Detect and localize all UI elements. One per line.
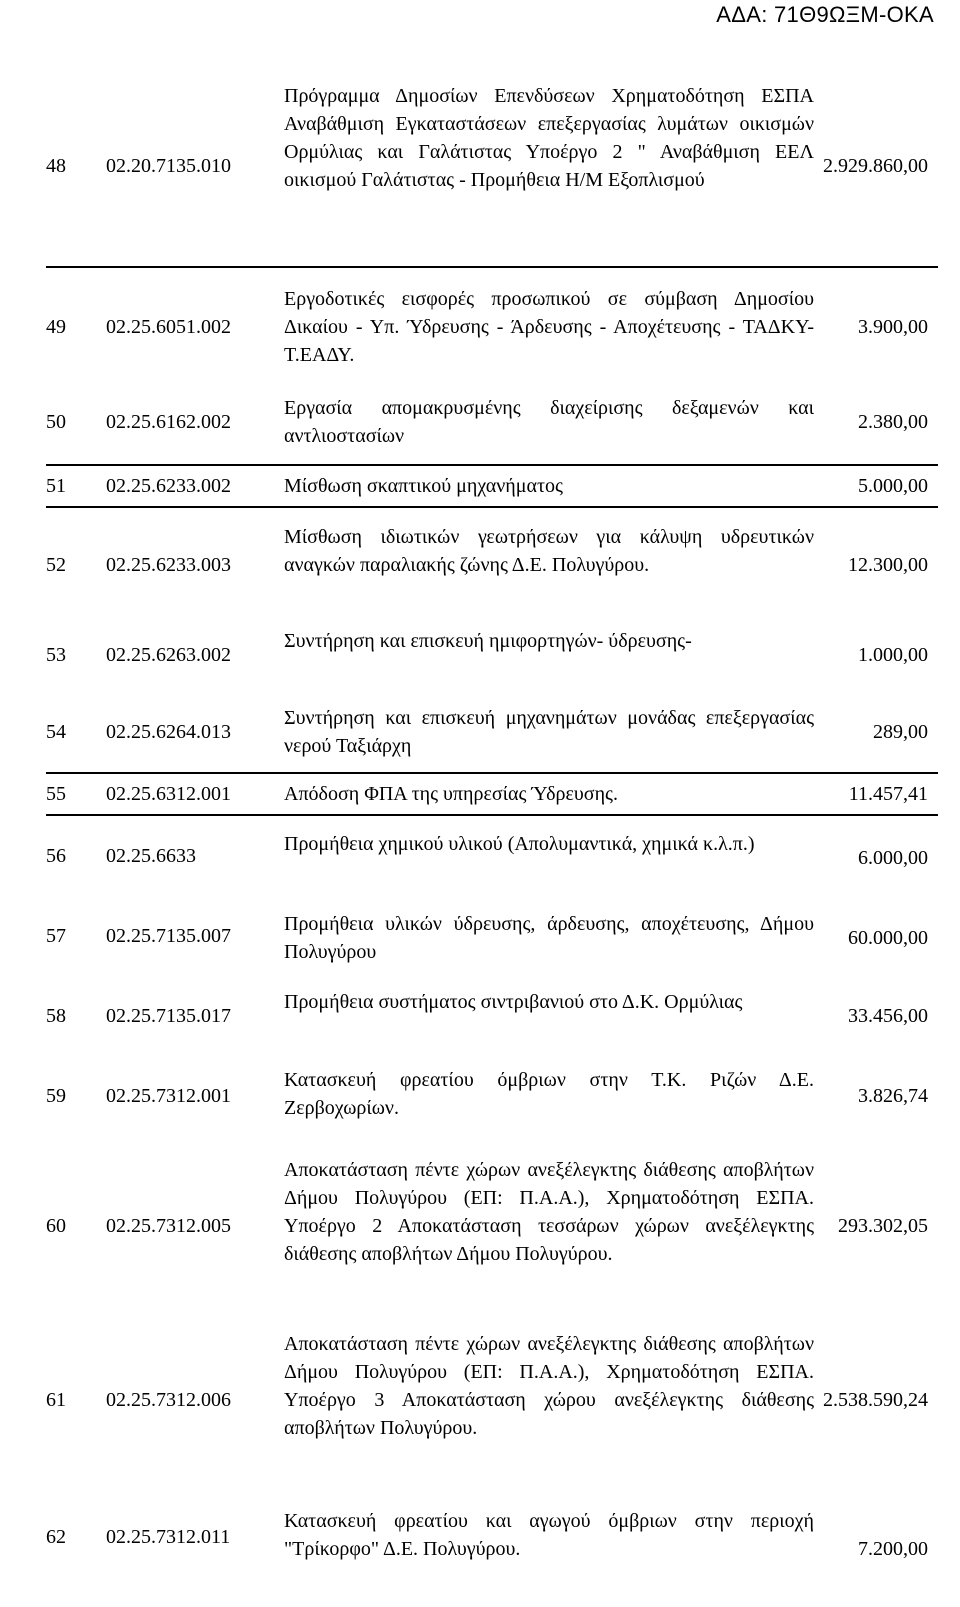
table-row xyxy=(46,394,946,450)
row-description: Εργασία απομακρυσμένης διαχείρισης δεξαμενών και αντλιοστασίων xyxy=(284,397,814,447)
row-description: Πρόγραμμα Δημοσίων Επενδύσεων Χρηματοδότηση ΕΣΠΑ Αναβάθμιση Εγκαταστάσεων επεξεργασίας λυμάτων οικισμών Ορμύλιας και Γαλάτιστας Υποέργο 2 " Αναβάθμιση ΕΕΛ οικισμού Γαλάτιστας - Προμήθεια Η/Μ Εξοπλισμού xyxy=(284,85,814,191)
row-code: 02.25.6264.013 xyxy=(106,721,231,743)
row-divider xyxy=(46,506,938,508)
row-number: 61 xyxy=(46,1389,66,1411)
row-amount: 33.456,00 xyxy=(848,1005,928,1027)
ada-header: ΑΔΑ: 71Θ9ΩΞΜ-ΟΚΑ xyxy=(716,2,934,27)
row-number: 60 xyxy=(46,1215,66,1237)
table-row xyxy=(46,82,946,252)
row-number: 52 xyxy=(46,554,66,576)
table-row xyxy=(46,910,946,966)
table-row xyxy=(46,704,946,760)
row-code: 02.25.6162.002 xyxy=(106,411,231,433)
table-row xyxy=(46,1066,946,1122)
row-code: 02.25.6263.002 xyxy=(106,644,231,666)
row-code: 02.25.7135.017 xyxy=(106,1005,231,1027)
row-description: Εργοδοτικές εισφορές προσωπικού σε σύμβαση Δημοσίου Δικαίου - Υπ. Ύδρευσης - Άρδευσης - Αποχέτευσης - ΤΑΔΚΥ- Τ.ΕΑΔΥ. xyxy=(284,288,814,366)
row-number: 50 xyxy=(46,411,66,433)
row-amount: 7.200,00 xyxy=(858,1538,928,1560)
row-amount: 1.000,00 xyxy=(858,644,928,666)
row-code: 02.25.6633 xyxy=(106,845,196,867)
row-description: Συντήρηση και επισκευή μηχανημάτων μονάδας επεξεργασίας νερού Ταξιάρχη xyxy=(284,707,814,757)
row-description: Μίσθωση ιδιωτικών γεωτρήσεων για κάλυψη υδρευτικών αναγκών παραλιακής ζώνης Δ.Ε. Πολυγύρου. xyxy=(284,526,814,576)
row-code: 02.25.6051.002 xyxy=(106,316,231,338)
row-amount: 2.380,00 xyxy=(858,411,928,433)
row-amount: 2.538.590,24 xyxy=(823,1389,928,1411)
row-amount: 3.826,74 xyxy=(858,1085,928,1107)
row-amount: 5.000,00 xyxy=(858,475,928,497)
row-number: 56 xyxy=(46,845,66,867)
row-description: Μίσθωση σκαπτικού μηχανήματος xyxy=(284,475,563,497)
table-row xyxy=(46,627,946,683)
row-number: 58 xyxy=(46,1005,66,1027)
table-row xyxy=(46,472,946,500)
row-number: 48 xyxy=(46,155,66,177)
table-row xyxy=(46,285,946,369)
row-divider xyxy=(46,266,938,268)
row-description: Αποκατάσταση πέντε χώρων ανεξέλεγκτης διάθεσης αποβλήτων Δήμου Πολυγύρου (ΕΠ: Π.Α.Α.), Χρηματοδότηση ΕΣΠΑ. Υποέργο 3 Αποκατάσταση χώρου ανεξέλεγκτης διάθεσης αποβλήτων Πολυγύρου. xyxy=(284,1333,814,1439)
table-row xyxy=(46,1156,946,1296)
row-amount: 289,00 xyxy=(873,721,928,743)
row-code: 02.25.7312.011 xyxy=(106,1526,231,1548)
row-amount: 12.300,00 xyxy=(848,554,928,576)
row-description: Προμήθεια χημικού υλικού (Απολυμαντικά, χημικά κ.λ.π.) xyxy=(284,833,755,855)
row-code: 02.25.6312.001 xyxy=(106,783,231,805)
row-amount: 2.929.860,00 xyxy=(823,155,928,177)
row-code: 02.25.7312.006 xyxy=(106,1389,231,1411)
row-number: 55 xyxy=(46,783,66,805)
row-code: 02.25.6233.002 xyxy=(106,475,231,497)
row-description: Συντήρηση και επισκευή ημιφορτηγών- ύδρευσης- xyxy=(284,630,692,652)
row-description: Προμήθεια υλικών ύδρευσης, άρδευσης, αποχέτευσης, Δήμου Πολυγύρου xyxy=(284,913,814,963)
table-row xyxy=(46,523,946,607)
row-code: 02.25.7135.007 xyxy=(106,925,231,947)
row-description: Κατασκευή φρεατίου όμβριων στην Τ.Κ. Ριζών Δ.Ε. Ζερβοχωρίων. xyxy=(284,1069,814,1119)
row-amount: 60.000,00 xyxy=(848,927,928,949)
row-amount: 11.457,41 xyxy=(848,783,928,805)
row-divider xyxy=(46,464,938,466)
row-number: 57 xyxy=(46,925,66,947)
row-code: 02.25.6233.003 xyxy=(106,554,231,576)
row-description: Κατασκευή φρεατίου και αγωγού όμβριων στην περιοχή "Τρίκορφο" Δ.Ε. Πολυγύρου. xyxy=(284,1510,814,1560)
row-number: 62 xyxy=(46,1526,66,1548)
row-number: 51 xyxy=(46,475,66,497)
row-divider xyxy=(46,814,938,816)
row-description: Προμήθεια συστήματος σιντριβανιού στο Δ.Κ. Ορμύλιας xyxy=(284,991,743,1013)
row-description: Αποκατάσταση πέντε χώρων ανεξέλεγκτης διάθεσης αποβλήτων Δήμου Πολυγύρου (ΕΠ: Π.Α.Α.), Χρηματοδότηση ΕΣΠΑ. Υποέργο 2 Αποκατάσταση τεσσάρων χώρων ανεξέλεγκτης διάθεσης αποβλήτων Δήμου Πολυγύρου. xyxy=(284,1159,814,1265)
row-number: 53 xyxy=(46,644,66,666)
row-code: 02.25.7312.001 xyxy=(106,1085,231,1107)
row-number: 54 xyxy=(46,721,66,743)
row-amount: 6.000,00 xyxy=(858,847,928,869)
row-code: 02.25.7312.005 xyxy=(106,1215,231,1237)
row-description: Απόδοση ΦΠΑ της υπηρεσίας Ύδρευσης. xyxy=(284,783,618,805)
table-row xyxy=(46,1330,946,1470)
row-amount: 3.900,00 xyxy=(858,316,928,338)
row-number: 59 xyxy=(46,1085,66,1107)
row-divider xyxy=(46,772,938,774)
table-row xyxy=(46,830,946,886)
row-number: 49 xyxy=(46,316,66,338)
table-row xyxy=(46,780,946,808)
table-row xyxy=(46,988,946,1044)
table-row xyxy=(46,1507,946,1563)
row-amount: 293.302,05 xyxy=(838,1215,928,1237)
row-code: 02.20.7135.010 xyxy=(106,155,231,177)
